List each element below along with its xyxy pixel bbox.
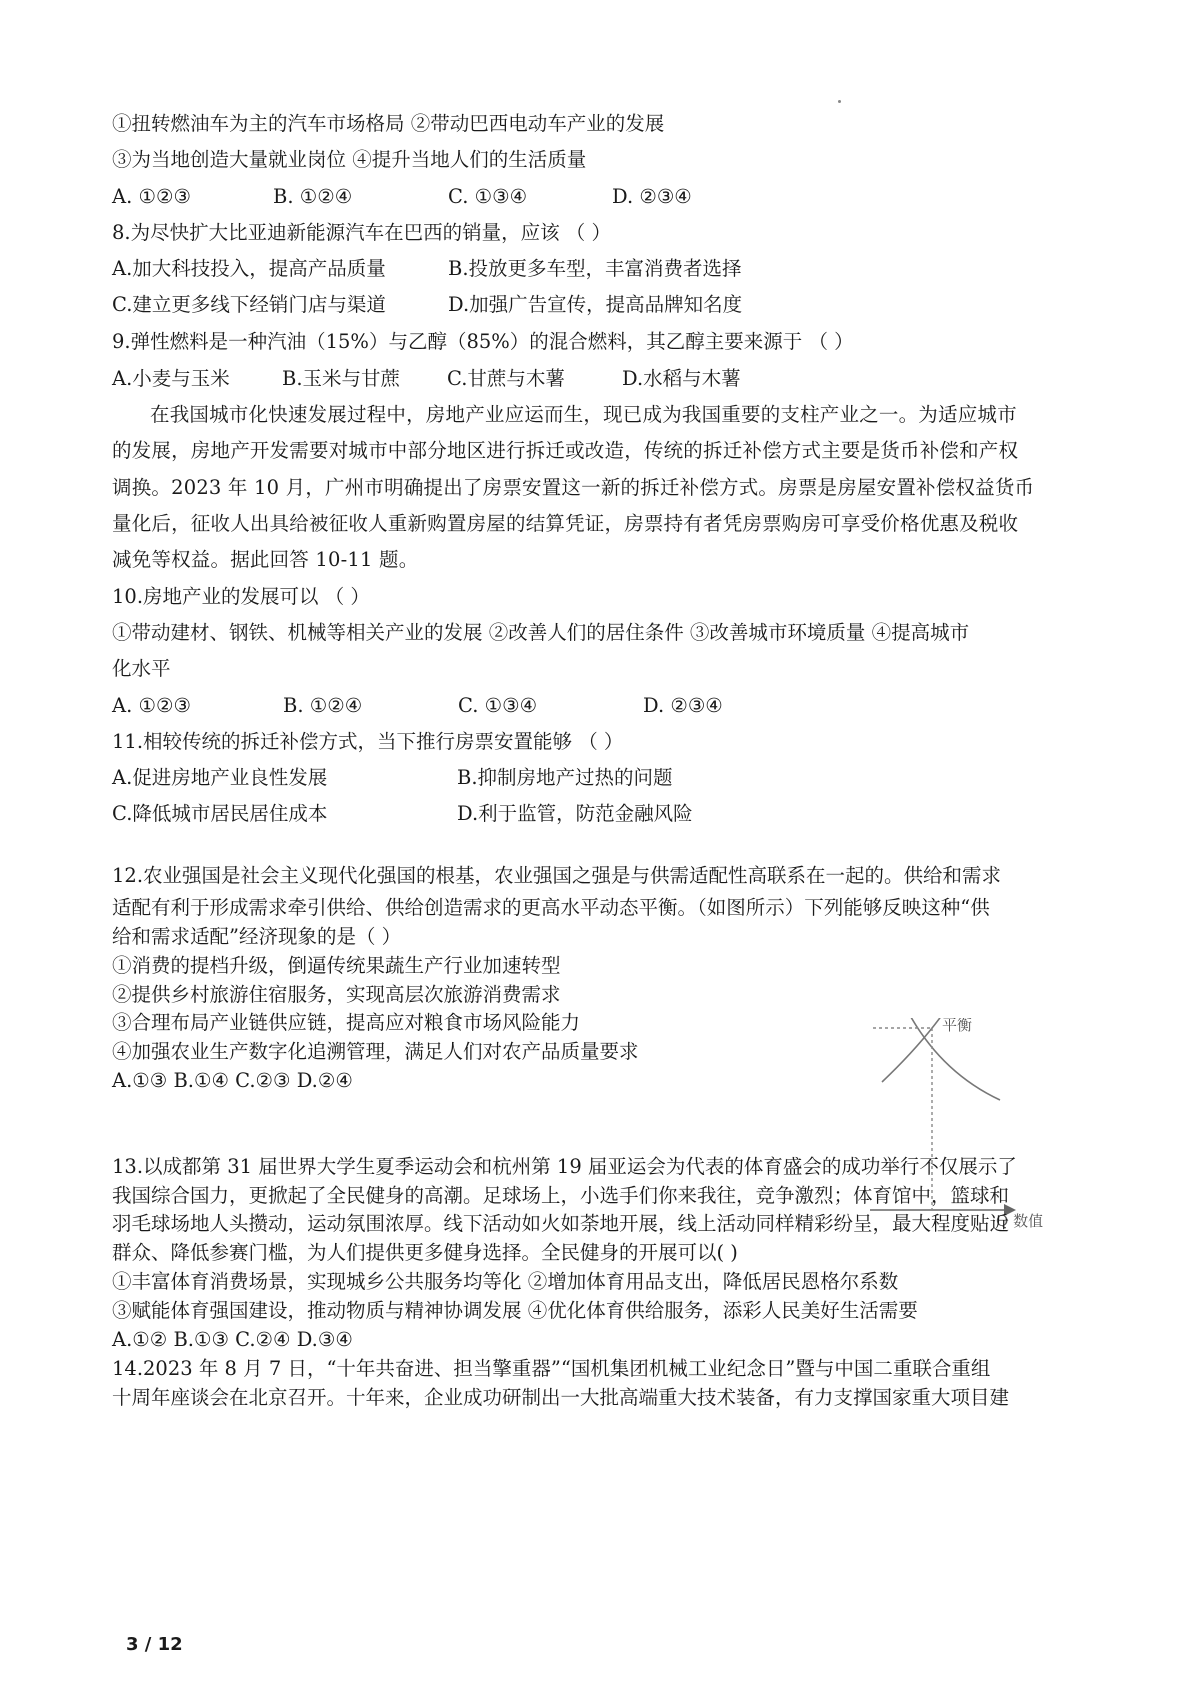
q10-item-line-1: ①带动建材、钢铁、机械等相关产业的发展 ②改善人们的居住条件 ③改善城市环境质量 ④提高城市	[112, 621, 970, 644]
q11-option-c: C.降低城市居民居住成本	[112, 802, 328, 825]
q10-option-c: C. ①③④	[458, 694, 538, 717]
q10-option-b: B. ①②④	[283, 694, 363, 717]
q13-line-2: 我国综合国力，更掀起了全民健身的高潮。足球场上，小选手们你来我往，竞争激烈；体育馆中，篮球和	[112, 1184, 1010, 1207]
q11-option-d: D.利于监管，防范金融风险	[457, 802, 693, 825]
q9-stem: 9.弹性燃料是一种汽油（15%）与乙醇（85%）的混合燃料，其乙醇主要来源于 （ ）	[112, 330, 854, 353]
q11-stem: 11.相较传统的拆迁补偿方式，当下推行房票安置能够 （ ）	[112, 730, 624, 753]
q12-options: A.①③ B.①④ C.②③ D.②④	[112, 1069, 353, 1092]
q12-stem-line-2: 适配有利于形成需求牵引供给、供给创造需求的更高水平动态平衡。（如图所示）下列能够反映这种“供	[112, 896, 990, 919]
q11-option-b: B.抑制房地产过热的问题	[457, 766, 673, 789]
q7-item-line-2: ③为当地创造大量就业岗位 ④提升当地人们的生活质量	[112, 148, 587, 171]
q10-stem: 10.房地产业的发展可以 （ ）	[112, 585, 370, 608]
q8-stem: 8.为尽快扩大比亚迪新能源汽车在巴西的销量，应该 （ ）	[112, 221, 612, 244]
q14-line-2: 十周年座谈会在北京召开。十年来，企业成功研制出一大批高端重大技术装备，有力支撑国家重大项目建	[112, 1386, 1010, 1409]
q13-options: A.①② B.①③ C.②④ D.③④	[112, 1328, 353, 1351]
q8-option-c: C.建立更多线下经销门店与渠道	[112, 293, 386, 316]
q9-option-b: B.玉米与甘蔗	[282, 367, 401, 390]
demand-curve	[880, 1018, 1000, 1100]
q7-item-line-1: ①扭转燃油车为主的汽车市场格局 ②带动巴西电动车产业的发展	[112, 112, 665, 135]
passage-line: 减免等权益。据此回答 10-11 题。	[112, 548, 419, 571]
q11-option-a: A.促进房地产业良性发展	[112, 766, 328, 789]
x-axis-label: Q 数值	[996, 1212, 1044, 1230]
q12-stem-line-3: 给和需求适配”经济现象的是（ ）	[112, 925, 402, 948]
q9-option-c: C.甘蔗与木薯	[447, 367, 565, 390]
passage-line: 调换。2023 年 10 月，广州市明确提出了房票安置这一新的拆迁补偿方式。房票是房屋安置补偿权益货币	[112, 476, 1035, 499]
q14-line-1: 14.2023 年 8 月 7 日，“十年共奋进、担当擎重器”“国机集团机械工业纪念日”暨与中国二重联合重组	[112, 1357, 991, 1380]
q7-option-a: A. ①②③	[112, 185, 191, 208]
q7-option-b: B. ①②④	[273, 185, 353, 208]
q12-item-3: ③合理布局产业链供应链，提高应对粮食市场风险能力	[112, 1011, 581, 1034]
q7-option-c: C. ①③④	[448, 185, 528, 208]
q10-option-a: A. ①②③	[112, 694, 191, 717]
scan-speck	[838, 100, 841, 103]
q13-line-5: ①丰富体育消费场景，实现城乡公共服务均等化 ②增加体育用品支出，降低居民恩格尔系数	[112, 1270, 899, 1293]
q8-option-a: A.加大科技投入，提高产品质量	[112, 257, 386, 280]
passage-line: 的发展，房地产开发需要对城市中部分地区进行拆迁或改造，传统的拆迁补偿方式主要是货币补偿和产权	[112, 439, 1019, 462]
q13-line-1: 13.以成都第 31 届世界大学生夏季运动会和杭州第 19 届亚运会为代表的体育盛会的成功举行不仅展示了	[112, 1155, 1017, 1178]
q9-option-a: A.小麦与玉米	[112, 367, 230, 390]
q12-item-2: ②提供乡村旅游住宿服务，实现高层次旅游消费需求	[112, 983, 561, 1006]
passage-line: 量化后，征收人出具给被征收人重新购置房屋的结算凭证，房票持有者凭房票购房可享受价格优惠及税收	[112, 512, 1019, 535]
page-number: 3 / 12	[126, 1634, 183, 1655]
q8-option-b: B.投放更多车型，丰富消费者选择	[448, 257, 742, 280]
q12-item-4: ④加强农业生产数字化追溯管理，满足人们对农产品质量要求	[112, 1040, 639, 1063]
q12-stem-line-1: 12.农业强国是社会主义现代化强国的根基，农业强国之强是与供需适配性高联系在一起的。供给和需求	[112, 864, 1002, 887]
q12-item-1: ①消费的提档升级，倒逼传统果蔬生产行业加速转型	[112, 954, 561, 977]
passage-line: 在我国城市化快速发展过程中，房地产业应运而生，现已成为我国重要的支柱产业之一。为适应城市	[150, 403, 1017, 426]
q9-option-d: D.水稻与木薯	[622, 367, 741, 390]
q8-option-d: D.加强广告宣传，提高品牌知名度	[448, 293, 743, 316]
q13-line-4: 群众、降低参赛门槛，为人们提供更多健身选择。全民健身的开展可以( )	[112, 1241, 738, 1264]
q7-option-d: D. ②③④	[612, 185, 692, 208]
q10-option-d: D. ②③④	[643, 694, 723, 717]
equilibrium-label: 平衡	[942, 1018, 973, 1034]
q13-line-6: ③赋能体育强国建设，推动物质与精神协调发展 ④优化体育供给服务，添彩人民美好生活需要	[112, 1299, 918, 1322]
q13-line-3: 羽毛球场地人头攒动，运动氛围浓厚。线下活动如火如荼地开展，线上活动同样精彩纷呈，最大程度贴近	[112, 1212, 1010, 1235]
q10-item-line-2: 化水平	[112, 657, 171, 680]
